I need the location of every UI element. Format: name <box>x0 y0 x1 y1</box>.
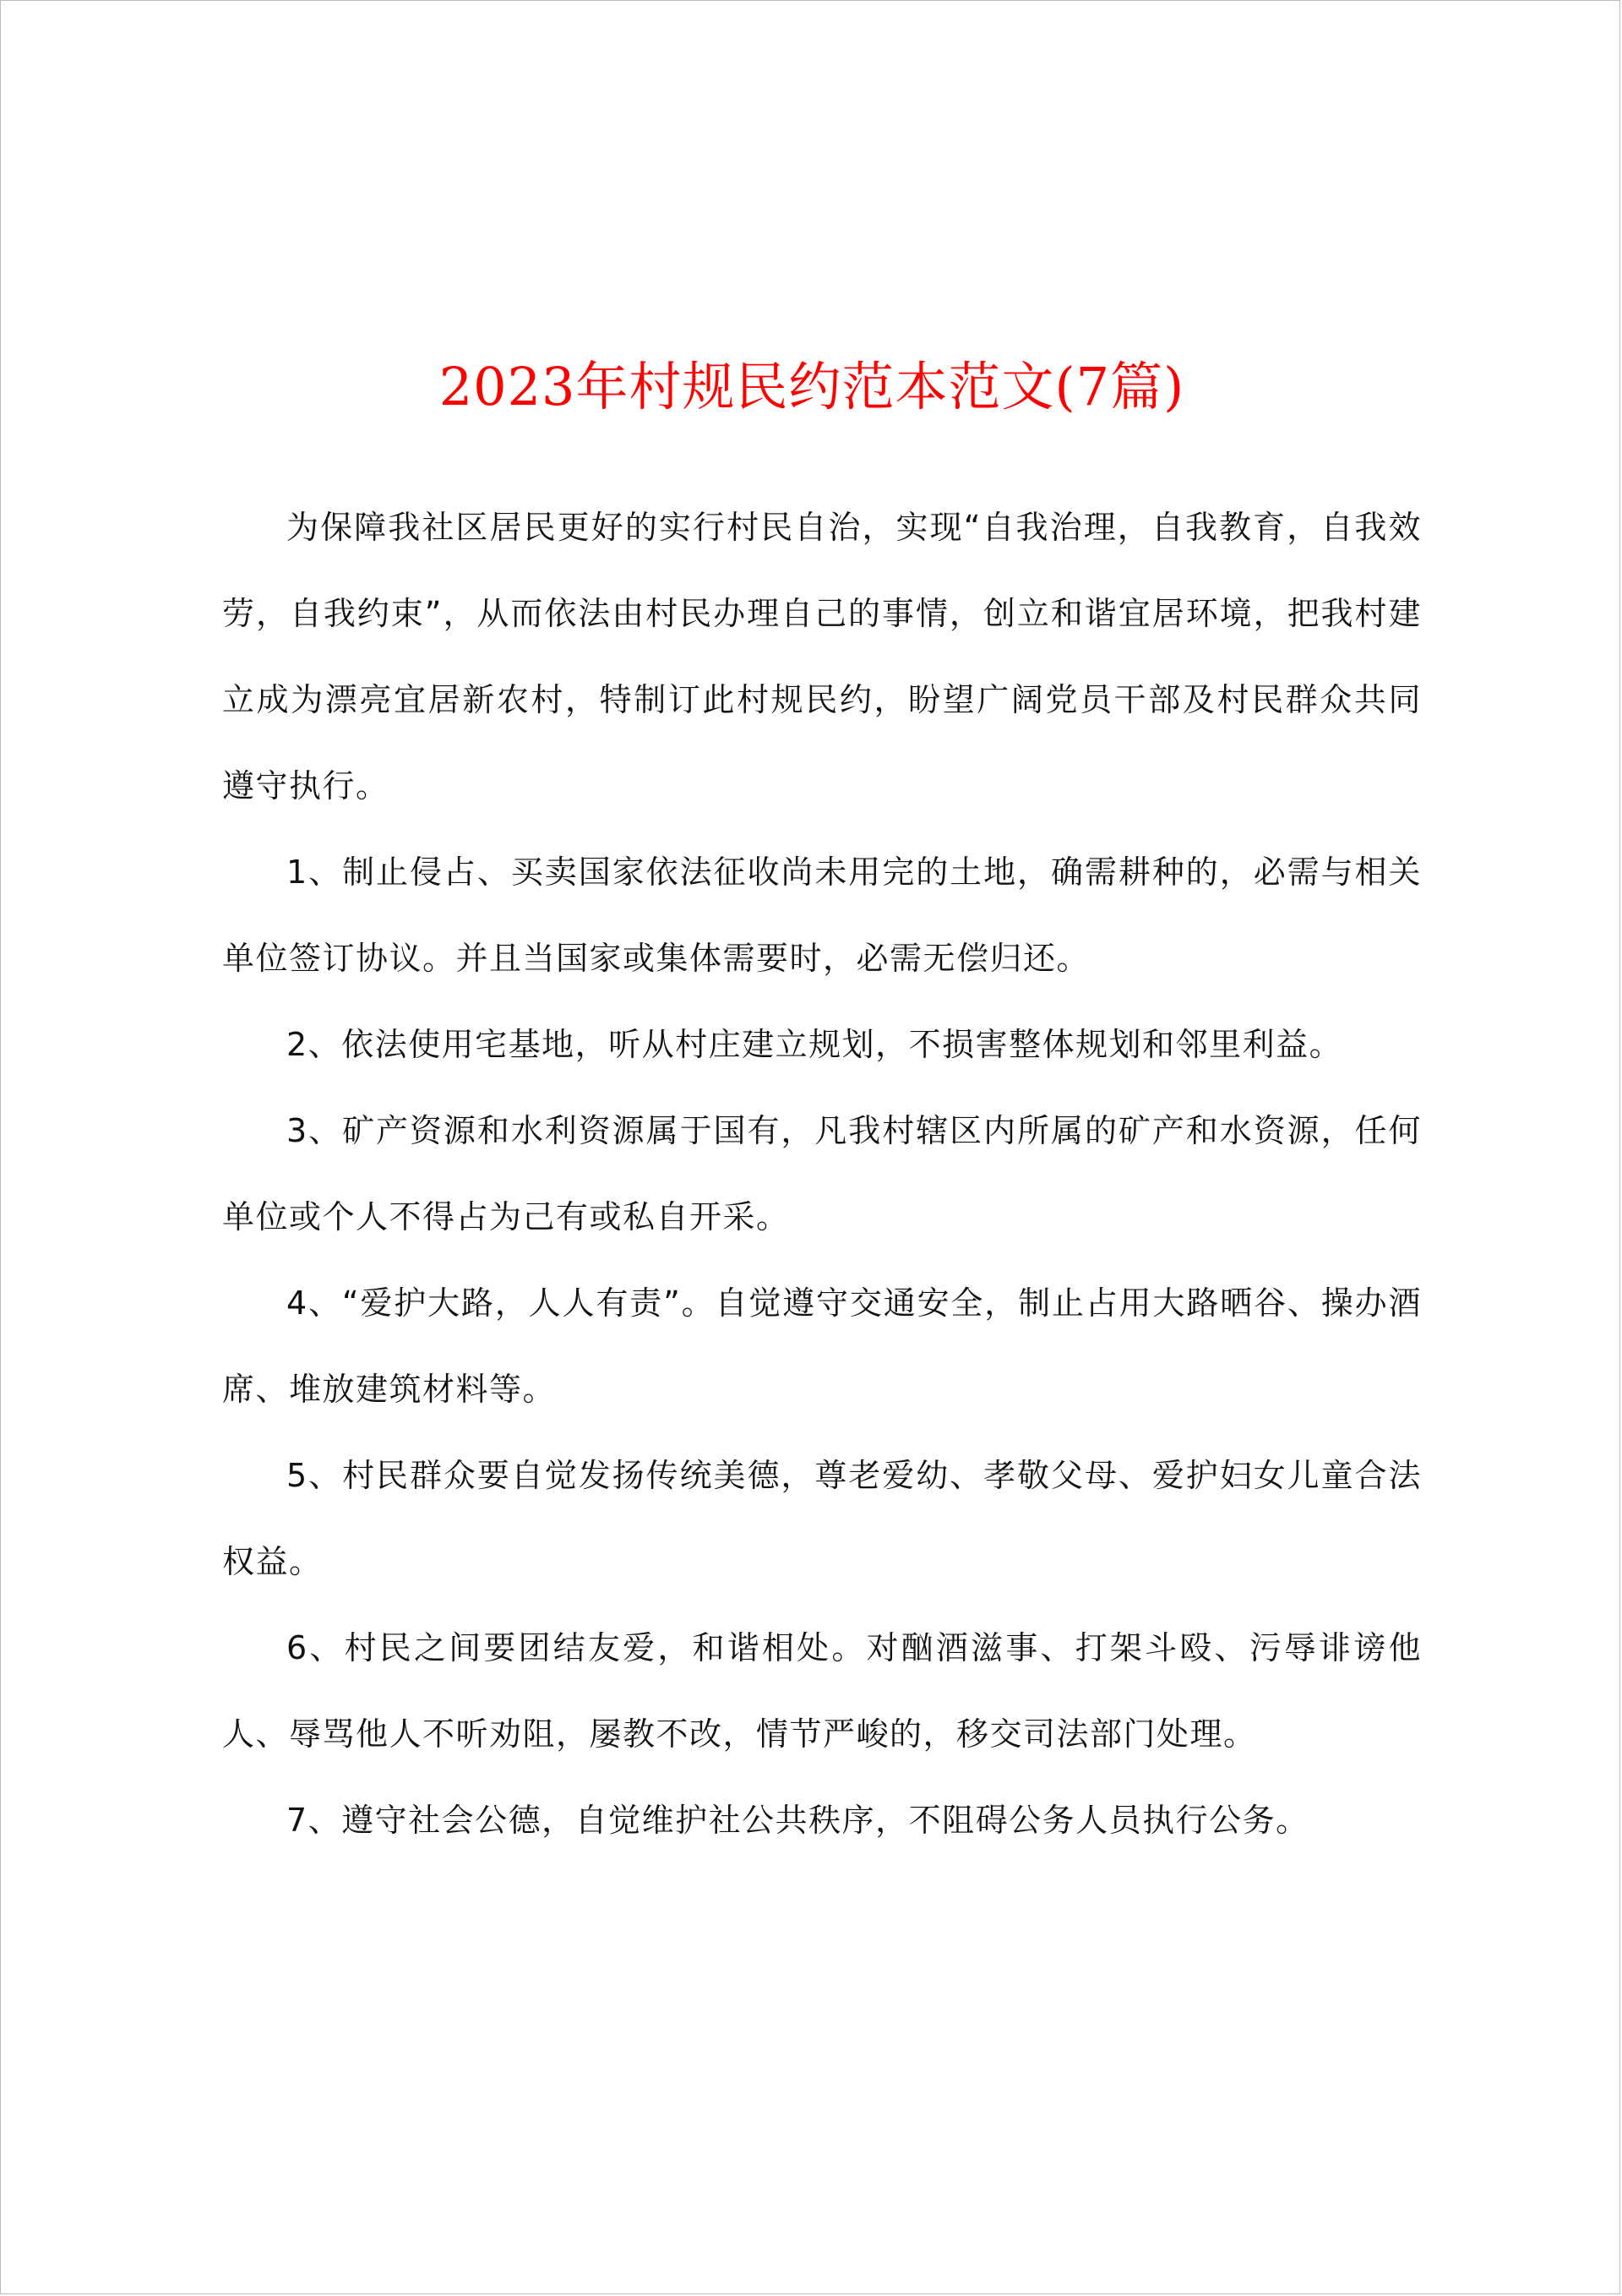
document-title: 2023年村规民约范本范文(7篇) <box>438 356 1185 417</box>
paragraph-item-2: 2、依法使用宅基地，听从村庄建立规划，不损害整体规划和邻里利益。 <box>286 1026 1343 1063</box>
paragraph-item-7: 7、遵守社会公德，自觉维护社公共秩序，不阻碍公务人员执行公务。 <box>286 1802 1309 1839</box>
paragraph-item-4: 4、“爱护大路，人人有责”。自觉遵守交通安全，制止占用大路晒谷、操办酒席、堆放建筑材料等。 <box>222 1284 1422 1408</box>
document-body <box>222 484 1422 1863</box>
paragraph-item-5: 5、村民群众要自觉发扬传统美德，尊老爱幼、孝敬父母、爱护妇女儿童合法权益。 <box>222 1457 1422 1580</box>
paragraph-item-1: 1、制止侵占、买卖国家依法征收尚未用完的土地，确需耕种的，必需与相关单位签订协议。并且当国家或集体需要时，必需无偿归还。 <box>222 854 1422 977</box>
paragraph-item-6: 6、村民之间要团结友爱，和谐相处。对酗酒滋事、打架斗殴、污辱诽谤他人、辱骂他人不听劝阻，屡教不改，情节严峻的，移交司法部门处理。 <box>222 1629 1422 1753</box>
paragraph-item-3: 3、矿产资源和水利资源属于国有，凡我村辖区内所属的矿产和水资源，任何单位或个人不得占为己有或私自开采。 <box>222 1112 1422 1235</box>
paragraph-intro: 为保障我社区居民更好的实行村民自治，实现“自我治理，自我教育，自我效劳，自我约束”，从而依法由村民办理自己的事情，创立和谐宜居环境，把我村建立成为漂亮宜居新农村，特制订此村规民约，盼望广阔党员干部及村民群众共同遵守执行。 <box>222 509 1422 804</box>
